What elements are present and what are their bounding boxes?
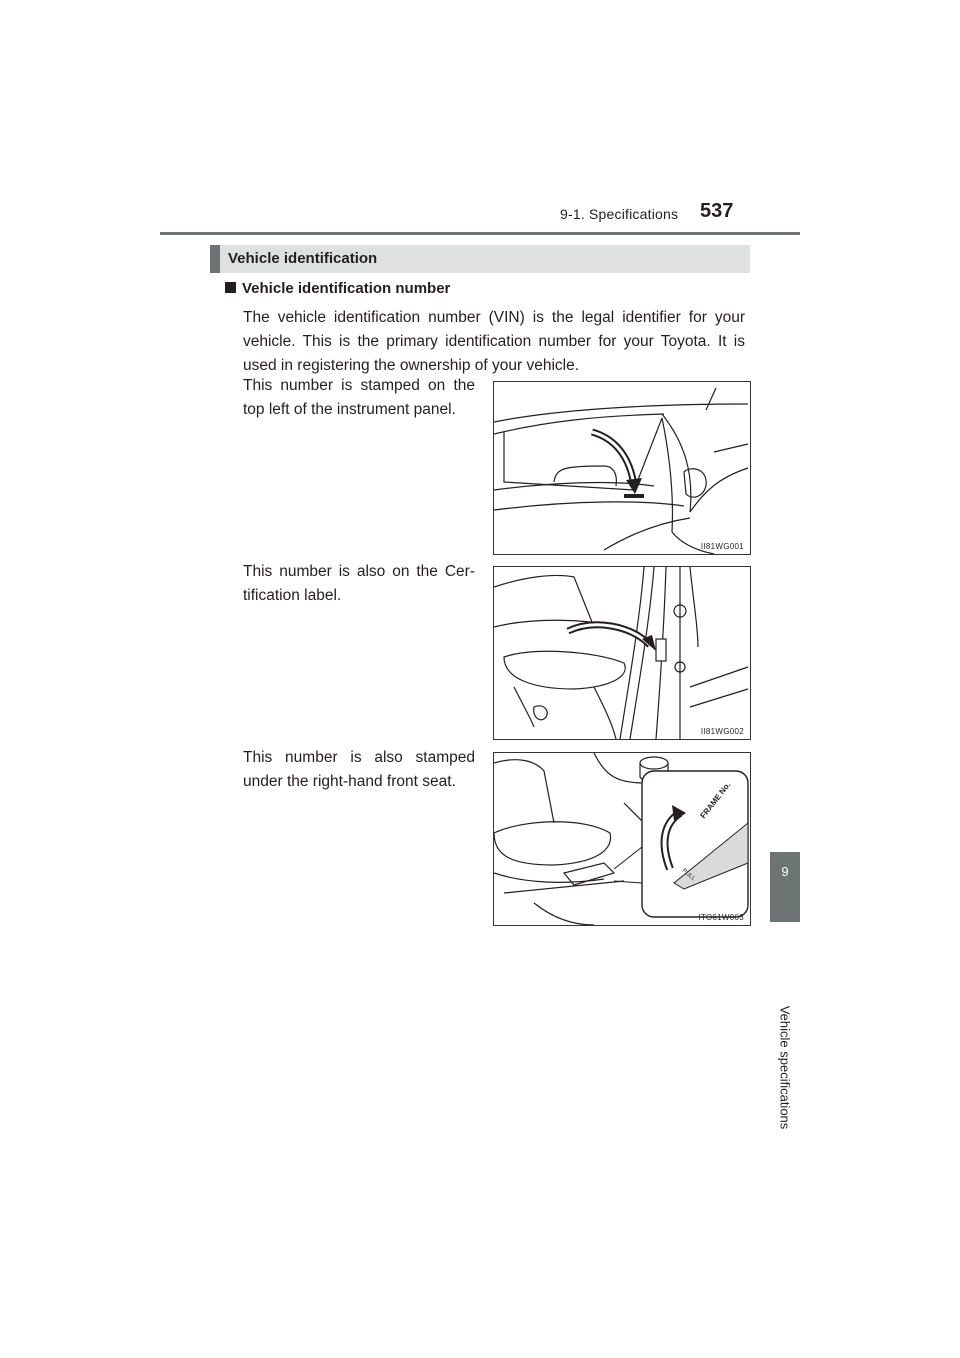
section-heading <box>210 245 750 273</box>
subsection-heading <box>225 280 450 297</box>
figure-instrument-panel <box>493 381 751 555</box>
note-under-seat: This number is also stamped under the right-hand front seat. <box>243 749 475 790</box>
door-pillar-illustration <box>494 567 750 739</box>
chapter-number: 9 <box>781 864 789 879</box>
chapter-tab <box>770 852 800 922</box>
page-number: 537 <box>700 200 734 222</box>
figure-code: II81WG002 <box>700 727 744 736</box>
header-rule <box>160 232 800 235</box>
windshield-illustration <box>494 382 750 554</box>
seat-frame-illustration <box>494 753 750 925</box>
chapter-title: Vehicle specifications <box>777 1005 793 1130</box>
note-certification-label: This number is also on the Cer-tification label. <box>243 563 475 604</box>
running-header-section: 9-1. Specifications <box>560 206 679 222</box>
note-dashboard-location: This number is stamped on the top left of the instrument panel. <box>243 377 475 418</box>
square-bullet-icon <box>225 282 236 293</box>
pull-label: PULL <box>680 867 697 883</box>
frame-number-label: FRAME No. <box>698 780 733 821</box>
figure-certification-label <box>493 566 751 740</box>
subsection-title: Vehicle identification number <box>242 280 451 297</box>
section-title: Vehicle identification <box>228 250 378 267</box>
figure-code: ITO61W003 <box>698 913 744 922</box>
figure-code: II81WG001 <box>700 542 744 551</box>
figure-under-seat <box>493 752 751 926</box>
intro-paragraph: The vehicle identification number (VIN) is the legal identifier for your vehicle. This is the primary identification number for your Toyota. It is used in registering the ownership of your vehicle. <box>243 309 745 374</box>
